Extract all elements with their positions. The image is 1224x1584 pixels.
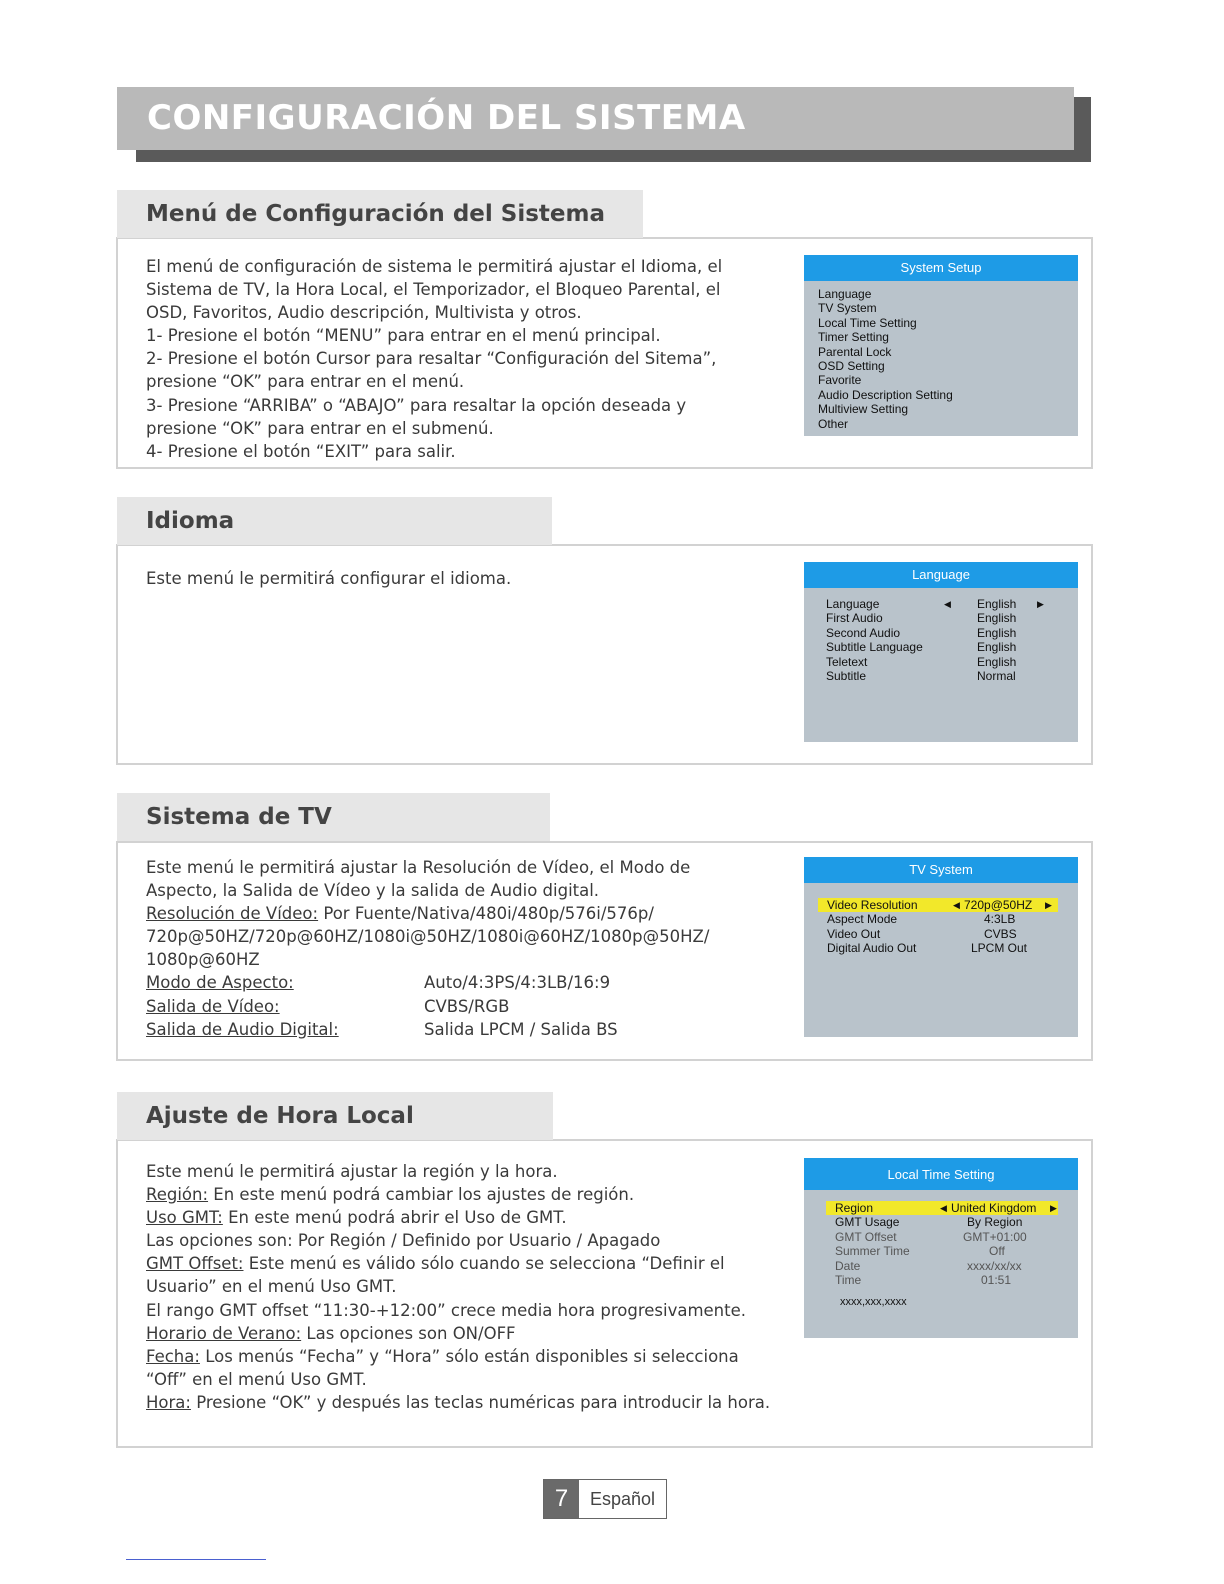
setting-label: GMT Usage xyxy=(835,1215,900,1230)
setting-value: LPCM Out xyxy=(971,941,1028,956)
menu-item: Multiview Setting xyxy=(818,402,909,417)
fecha-text: Los menús “Fecha” y “Hora” sólo están disponibles si selecciona xyxy=(199,1346,739,1366)
page-title: CONFIGURACIÓN DEL SISTEMA xyxy=(147,98,746,138)
video-out-label: Salida de Vídeo: xyxy=(146,996,280,1016)
menu-item: TV System xyxy=(818,301,877,316)
text-line: 1- Presione el botón “MENU” para entrar en el menú principal. xyxy=(146,326,661,346)
left-arrow-icon: ◀ xyxy=(953,900,960,910)
setting-label: Summer Time xyxy=(835,1244,910,1259)
resolution-label: Resolución de Vídeo: xyxy=(146,904,319,924)
setting-label: Teletext xyxy=(826,654,868,669)
idioma-section-title: Idioma xyxy=(117,497,552,545)
menu-item: OSD Setting xyxy=(818,359,885,374)
setting-value: GMT+01:00 xyxy=(963,1229,1027,1244)
right-arrow-icon: ▶ xyxy=(1045,900,1052,910)
menu-item: Audio Description Setting xyxy=(818,387,953,402)
summer-label: Horario de Verano: xyxy=(146,1323,302,1343)
resolution-text: Por Fuente/Nativa/480i/480p/576i/576p/ xyxy=(318,904,654,924)
hora-text: Presione “OK” y después las teclas numéricas para introducir la hora. xyxy=(190,1392,771,1412)
text-line xyxy=(146,902,786,925)
audio-out-value: Salida LPCM / Salida BS xyxy=(424,1019,618,1039)
setting-value: By Region xyxy=(967,1215,1023,1230)
setting-value: Off xyxy=(989,1244,1005,1259)
text-line xyxy=(146,1322,770,1345)
text-line: OSD, Favoritos, Audio descripción, Multivista y otros. xyxy=(146,303,582,323)
hora-section-text xyxy=(146,1160,770,1414)
text-line xyxy=(146,1345,770,1368)
setting-row xyxy=(826,669,1078,683)
text-line: 3- Presione “ARRIBA” o “ABAJO” para resaltar la opción deseada y xyxy=(146,395,687,415)
right-arrow-icon: ▶ xyxy=(1050,1203,1057,1213)
system-setup-screen xyxy=(804,255,1078,436)
tv-system-screen xyxy=(804,857,1078,1037)
setting-value: xxxx/xx/xx xyxy=(967,1258,1022,1273)
menu-item: Parental Lock xyxy=(818,344,892,359)
setting-row xyxy=(826,1273,1058,1287)
setting-value: 4:3LB xyxy=(984,912,1016,927)
right-arrow-icon: ▶ xyxy=(1037,599,1044,609)
setting-label: Second Audio xyxy=(826,625,901,640)
audio-out-label: Salida de Audio Digital: xyxy=(146,1019,339,1039)
region-text: En este menú podrá cambiar los ajustes de región. xyxy=(208,1185,635,1205)
setting-row xyxy=(826,640,1078,654)
screen-title: TV System xyxy=(804,857,1078,883)
region-label: Región: xyxy=(146,1185,209,1205)
menu-item: Timer Setting xyxy=(818,330,889,345)
text-line xyxy=(146,995,786,1018)
setting-value: Normal xyxy=(977,668,1016,683)
setting-value: English xyxy=(977,625,1017,640)
setting-value: English xyxy=(977,654,1017,669)
footer-line xyxy=(126,1559,266,1560)
text-line: Este menú le permitirá ajustar la Resolución de Vídeo, el Modo de xyxy=(146,858,691,877)
gmt-label: Uso GMT: xyxy=(146,1208,223,1228)
menu-item: Other xyxy=(818,416,849,431)
hora-section-title: Ajuste de Hora Local xyxy=(117,1092,553,1140)
setting-value: English xyxy=(977,611,1017,626)
text-line: El rango GMT offset “11:30-+12:00” crece media hora progresivamente. xyxy=(146,1300,746,1320)
setting-label: Aspect Mode xyxy=(827,912,898,927)
setting-label: Video Resolution xyxy=(827,898,918,912)
setting-label: Digital Audio Out xyxy=(827,941,917,956)
setting-label: Subtitle Language xyxy=(826,640,923,655)
setting-label: Subtitle xyxy=(826,668,867,683)
text-line xyxy=(146,1252,770,1275)
text-line: presione “OK” para entrar en el submenú. xyxy=(146,418,494,438)
setting-row xyxy=(826,1244,1058,1258)
setting-label: GMT Offset xyxy=(835,1229,897,1244)
screen-title: System Setup xyxy=(804,255,1078,281)
offset-label: GMT Offset: xyxy=(146,1254,244,1274)
left-arrow-icon: ◀ xyxy=(944,599,951,609)
setting-row xyxy=(818,912,1058,926)
text-line xyxy=(146,971,786,994)
setting-label: Video Out xyxy=(827,926,881,941)
text-line: Las opciones son: Por Región / Definido por Usuario / Apagado xyxy=(146,1231,661,1251)
text-line: Usuario” en el menú Uso GMT. xyxy=(146,1277,397,1297)
text-line xyxy=(146,1391,770,1414)
page-number: 7 xyxy=(544,1480,579,1518)
setting-value: United Kingdom xyxy=(951,1201,1037,1215)
fecha-label: Fecha: xyxy=(146,1346,200,1366)
text-line: 1080p@60HZ xyxy=(146,950,260,970)
text-line xyxy=(146,1183,770,1206)
menu-item: Language xyxy=(818,287,872,301)
text-line: 4- Presione el botón “EXIT” para salir. xyxy=(146,441,456,461)
setting-value: CVBS xyxy=(984,926,1017,941)
tv-section-title: Sistema de TV xyxy=(117,793,550,841)
setting-label: Language xyxy=(826,597,880,611)
text-line: Sistema de TV, la Hora Local, el Temporizador, el Bloqueo Parental, el xyxy=(146,280,721,300)
setting-row xyxy=(826,626,1078,640)
text-line: 2- Presione el botón Cursor para resaltar “Configuración del Sitema”, xyxy=(146,349,717,369)
gmt-text: En este menú podrá abrir el Uso de GMT. xyxy=(222,1208,567,1228)
text-line: Este menú le permitirá ajustar la región y la hora. xyxy=(146,1162,558,1181)
left-arrow-icon: ◀ xyxy=(940,1203,947,1213)
menu-item: Local Time Setting xyxy=(818,315,917,330)
setting-row xyxy=(826,655,1078,669)
setting-value: English xyxy=(977,597,1017,611)
text-line: El menú de configuración de sistema le permitirá ajustar el Idioma, el xyxy=(146,257,723,276)
setting-row xyxy=(826,611,1078,625)
setting-row xyxy=(818,941,1058,955)
time-footer: xxxx,xxx,xxxx xyxy=(840,1296,907,1309)
text-line xyxy=(146,1018,786,1041)
header-banner xyxy=(117,87,1074,150)
summer-text: Las opciones son ON/OFF xyxy=(301,1323,516,1343)
setting-value: 01:51 xyxy=(981,1272,1012,1287)
aspect-label: Modo de Aspecto: xyxy=(146,973,294,993)
tv-section-text xyxy=(146,856,786,1041)
text-line: presione “OK” para entrar en el menú. xyxy=(146,372,465,392)
screen-title: Language xyxy=(804,562,1078,588)
text-line xyxy=(146,1206,770,1229)
text-line: Aspecto, la Salida de Vídeo y la salida de Audio digital. xyxy=(146,881,600,901)
setting-row xyxy=(826,1215,1058,1229)
video-out-value: CVBS/RGB xyxy=(424,996,510,1016)
setting-row xyxy=(818,927,1058,941)
setting-label: Date xyxy=(835,1258,861,1273)
hora-label: Hora: xyxy=(146,1392,191,1412)
setting-label: Time xyxy=(835,1272,862,1287)
text-line: Este menú le permitirá configurar el idioma. xyxy=(146,569,512,588)
menu-section-title: Menú de Configuración del Sistema xyxy=(117,190,643,238)
idioma-section-text xyxy=(146,567,511,590)
setting-label: Region xyxy=(835,1201,874,1215)
text-line: 720p@50HZ/720p@60HZ/1080i@50HZ/1080i@60HZ/1080p@50HZ/ xyxy=(146,927,710,947)
setting-label: First Audio xyxy=(826,611,883,626)
local-time-screen xyxy=(804,1158,1078,1338)
menu-section-text xyxy=(146,255,722,463)
setting-row xyxy=(826,1259,1058,1273)
offset-text: Este menú es válido sólo cuando se selecciona “Definir el xyxy=(243,1254,725,1274)
setting-row-highlighted xyxy=(818,898,1058,912)
menu-item: Favorite xyxy=(818,373,862,388)
setting-value: English xyxy=(977,640,1017,655)
language-screen xyxy=(804,562,1078,742)
aspect-value: Auto/4:3PS/4:3LB/16:9 xyxy=(424,973,611,993)
setting-value: 720p@50HZ xyxy=(964,898,1033,912)
page-language: Español xyxy=(590,1489,656,1509)
setting-row xyxy=(826,597,1078,611)
setting-row xyxy=(826,1230,1058,1244)
page-badge xyxy=(543,1479,667,1519)
screen-title: Local Time Setting xyxy=(804,1158,1078,1190)
setting-row-highlighted xyxy=(826,1201,1058,1215)
text-line: “Off” en el menú Uso GMT. xyxy=(146,1369,367,1389)
